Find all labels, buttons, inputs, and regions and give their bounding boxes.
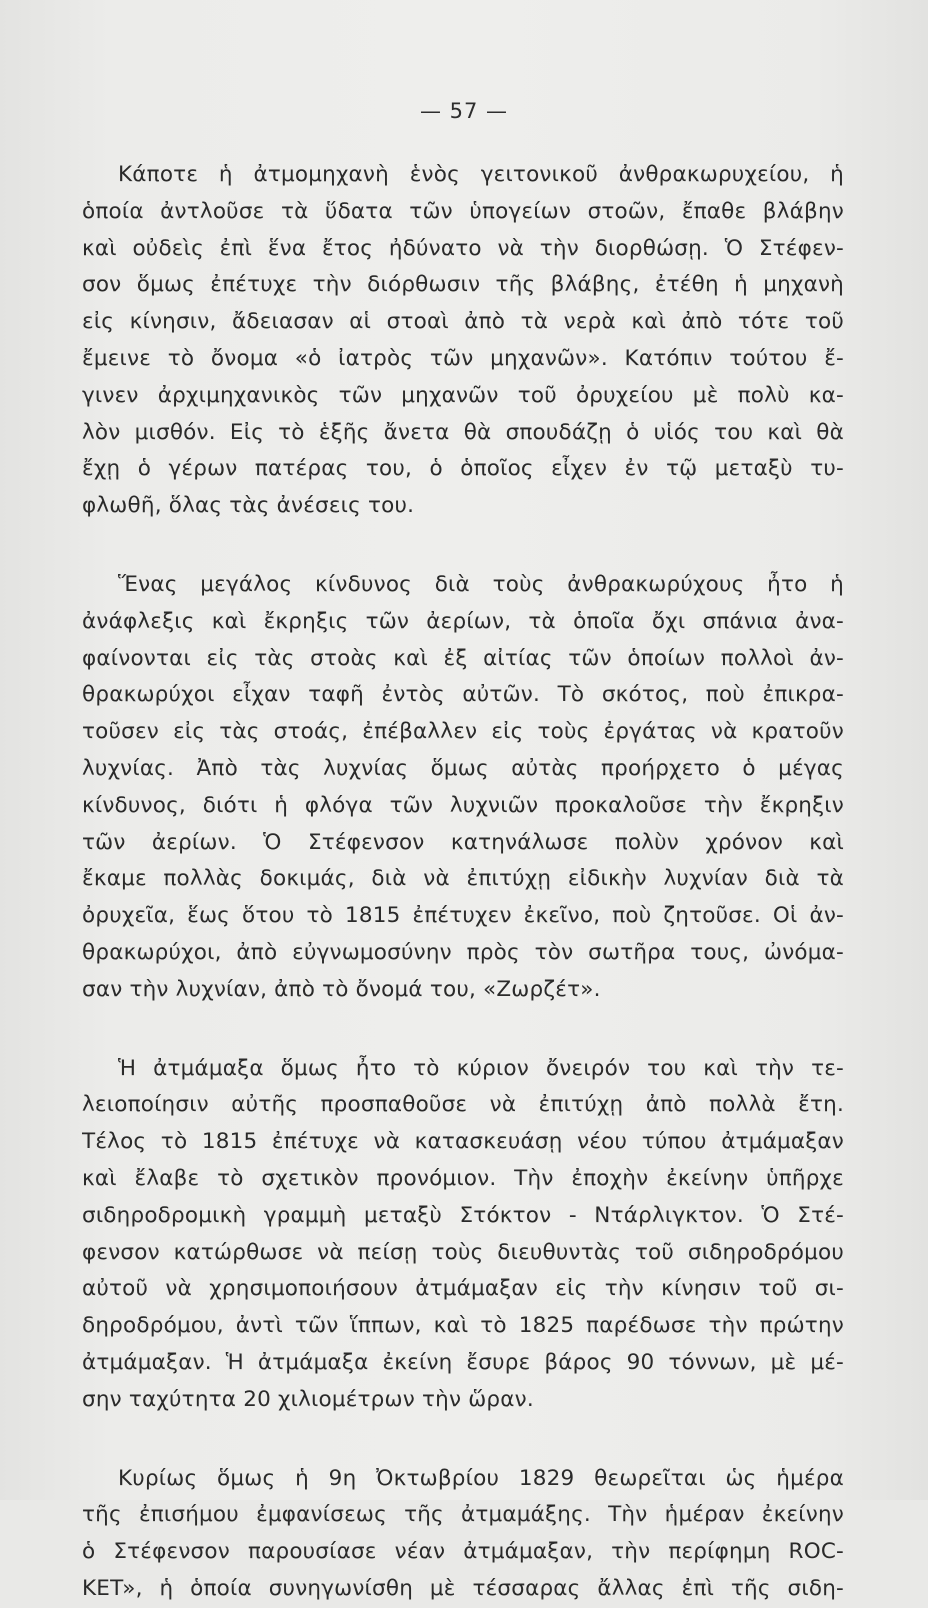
paragraph-gap bbox=[82, 1009, 844, 1051]
text-line: κίνδυνος, διότι ἡ φλόγα τῶν λυχνιῶν προκαλοῦσε τὴν ἔκρηξιν bbox=[82, 792, 844, 818]
text-line: Τέλος τὸ 1815 ἐπέτυχε νὰ κατασκευάσῃ νέου τύπου ἀτμάμαξαν bbox=[82, 1129, 844, 1155]
text-line: ἔμεινε τὸ ὄνομα «ὁ ἰατρὸς τῶν μηχανῶν». Κατόπιν τούτου ἔ- bbox=[82, 345, 844, 371]
text-line: Κυρίως ὅμως ἡ 9η Ὀκτωβρίου 1829 θεωρεῖται ὡς ἡμέρα bbox=[118, 1465, 844, 1491]
paragraph-gap bbox=[82, 1419, 844, 1461]
text-line: ὁποία ἀντλοῦσε τὰ ὕδατα τῶν ὑπογείων στοῶν, ἔπαθε βλάβην bbox=[82, 198, 844, 224]
text-line: τῶν ἀερίων. Ὁ Στέφενσον κατηνάλωσε πολὺν χρόνον καὶ bbox=[82, 829, 844, 855]
paragraph-3 bbox=[82, 1051, 844, 1419]
text-line: φλωθῆ, ὅλας τὰς ἀνέσεις του. bbox=[82, 493, 415, 519]
text-line: δηροδρόμου, ἀντὶ τῶν ἵππων, καὶ τὸ 1825 παρέδωσε τὴν πρώτην bbox=[82, 1313, 844, 1339]
text-line: θρακωρύχοι εἶχαν ταφῆ ἐντὸς αὐτῶν. Τὸ σκότος, ποὺ ἐπικρα- bbox=[82, 682, 844, 708]
text-line: θρακωρύχοι, ἀπὸ εὐγνωμοσύνην πρὸς τὸν σωτῆρα τους, ὠνόμα- bbox=[82, 939, 844, 965]
text-line: εἰς κίνησιν, ἄδειασαν αἱ στοαὶ ἀπὸ τὰ νερὰ καὶ ἀπὸ τότε τοῦ bbox=[82, 309, 844, 335]
paragraph-2 bbox=[82, 567, 844, 1009]
paragraph-1 bbox=[82, 157, 844, 525]
text-line: σην ταχύτητα 20 χιλιομέτρων τὴν ὥραν. bbox=[82, 1386, 534, 1412]
text-line: σον ὅμως ἐπέτυχε τὴν διόρθωσιν τῆς βλάβης, ἐτέθη ἡ μηχανὴ bbox=[82, 272, 844, 298]
text-line: σιδηροδρομικὴ γραμμὴ μεταξὺ Στόκτον - Ντάρλιγκτον. Ὁ Στέ- bbox=[82, 1202, 844, 1228]
text-line: KET», ἡ ὁποία συνηγωνίσθη μὲ τέσσαρας ἄλλας ἐπὶ τῆς σιδη- bbox=[82, 1575, 844, 1601]
text-line: γινεν ἀρχιμηχανικὸς τῶν μηχανῶν τοῦ ὀρυχείου μὲ πολὺ κα- bbox=[82, 382, 844, 408]
text-line: λειοποίησιν αὐτῆς προσπαθοῦσε νὰ ἐπιτύχῃ ἀπὸ πολλὰ ἔτη. bbox=[82, 1092, 844, 1118]
text-line: σαν τὴν λυχνίαν, ἀπὸ τὸ ὄνομά του, «Ζωρζέτ». bbox=[82, 976, 601, 1002]
text-line: τοῦσεν εἰς τὰς στοάς, ἐπέβαλλεν εἰς τοὺς ἐργάτας νὰ κρατοῦν bbox=[82, 719, 844, 745]
text-line: φαίνονται εἰς τὰς στοὰς καὶ ἐξ αἰτίας τῶν ὁποίων πολλοὶ ἀν- bbox=[82, 645, 844, 671]
text-line: ἀτμάμαξαν. Ἡ ἀτμάμαξα ἐκείνη ἔσυρε βάρος 90 τόννων, μὲ μέ- bbox=[82, 1349, 844, 1375]
text-line: αὐτοῦ νὰ χρησιμοποιήσουν ἀτμάμαξαν εἰς τὴν κίνησιν τοῦ σι- bbox=[82, 1276, 844, 1302]
text-line: φενσον κατώρθωσε νὰ πείσῃ τοὺς διευθυντὰς τοῦ σιδηροδρόμου bbox=[82, 1239, 844, 1265]
text-line: Ἡ ἀτμάμαξα ὅμως ἦτο τὸ κύριον ὄνειρόν του καὶ τὴν τε- bbox=[118, 1055, 844, 1081]
text-line: ὀρυχεῖα, ἕως ὅτου τὸ 1815 ἐπέτυχεν ἐκεῖνο, ποὺ ζητοῦσε. Οἱ ἀν- bbox=[82, 903, 844, 929]
paragraph-4 bbox=[82, 1461, 844, 1608]
text-line: λυχνίας. Ἀπὸ τὰς λυχνίας ὅμως αὐτὰς προήρχετο ὁ μέγας bbox=[82, 755, 844, 781]
body-text bbox=[82, 157, 844, 1608]
text-line: καὶ οὐδεὶς ἐπὶ ἕνα ἔτος ἠδύνατο νὰ τὴν διορθώσῃ. Ὁ Στέφεν- bbox=[82, 235, 844, 261]
text-line: Ἕνας μεγάλος κίνδυνος διὰ τοὺς ἀνθρακωρύχους ἦτο ἡ bbox=[118, 571, 844, 597]
paragraph-gap bbox=[82, 525, 844, 567]
page-number: — 57 — bbox=[419, 99, 509, 123]
text-line: λὸν μισθόν. Εἰς τὸ ἑξῆς ἄνετα θὰ σπουδάζῃ ὁ υἱός του καὶ θὰ bbox=[82, 419, 844, 445]
text-line: τῆς ἐπισήμου ἐμφανίσεως τῆς ἀτμαμάξης. Τὴν ἡμέραν ἐκείνην bbox=[82, 1502, 844, 1528]
text-line: Κάποτε ἡ ἀτμομηχανὴ ἑνὸς γειτονικοῦ ἀνθρακωρυχείου, ἡ bbox=[118, 162, 844, 187]
text-line: ὁ Στέφενσον παρουσίασε νέαν ἀτμάμαξαν, τὴν περίφημη ROC- bbox=[82, 1539, 844, 1565]
text-line: ἔκαμε πολλὰς δοκιμάς, διὰ νὰ ἐπιτύχῃ εἰδικὴν λυχνίαν διὰ τὰ bbox=[82, 866, 844, 892]
text-line: ἔχῃ ὁ γέρων πατέρας του, ὁ ὁποῖος εἶχεν ἐν τῷ μεταξὺ τυ- bbox=[82, 456, 844, 482]
text-line: ἀνάφλεξις καὶ ἔκρηξις τῶν ἀερίων, τὰ ὁποῖα ὄχι σπάνια ἀνα- bbox=[82, 608, 844, 634]
text-line: καὶ ἔλαβε τὸ σχετικὸν προνόμιον. Τὴν ἐποχὴν ἐκείνην ὑπῆρχε bbox=[82, 1165, 844, 1191]
